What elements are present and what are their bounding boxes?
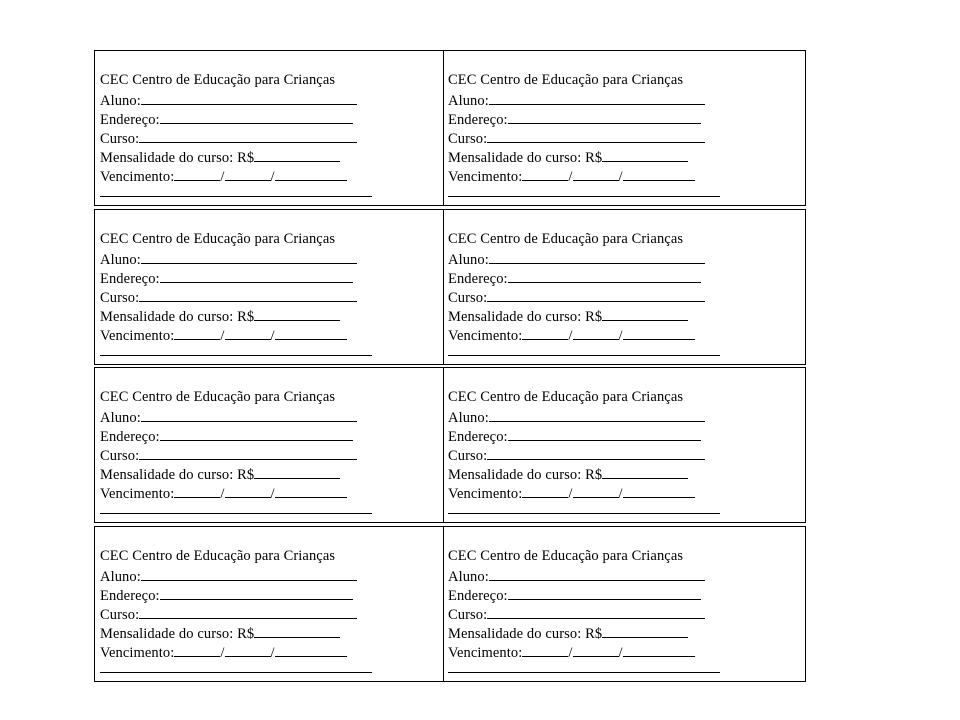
address-blank[interactable] (508, 426, 701, 441)
receipt-card (444, 527, 806, 681)
date-separator: / (568, 328, 573, 344)
due-date-field (448, 325, 806, 344)
course-label: Curso: (100, 290, 140, 306)
receipt-card (95, 527, 443, 681)
signature-line[interactable] (100, 195, 372, 197)
date-separator: / (568, 169, 573, 185)
due-day-blank[interactable] (174, 166, 220, 181)
course-field (100, 128, 443, 147)
school-name: CEC Centro de Educação para Crianças (100, 548, 336, 564)
course-blank[interactable] (487, 287, 705, 302)
course-label: Curso: (100, 131, 140, 147)
student-blank[interactable] (489, 249, 705, 264)
address-blank[interactable] (160, 109, 353, 124)
address-label: Endereço: (448, 588, 508, 604)
course-label: Curso: (448, 290, 488, 306)
due-month-blank[interactable] (573, 166, 619, 181)
student-blank[interactable] (141, 407, 357, 422)
fee-label: Mensalidade do curso: R$ (448, 309, 603, 325)
school-name: CEC Centro de Educação para Crianças (448, 231, 684, 247)
fee-field (100, 464, 443, 483)
date-separator: / (568, 645, 573, 661)
due-day-blank[interactable] (522, 325, 568, 340)
due-date-label: Vencimento: (448, 486, 523, 502)
due-date-field (100, 325, 443, 344)
fee-label: Mensalidade do curso: R$ (448, 150, 603, 166)
due-year-blank[interactable] (623, 166, 695, 181)
due-date-field (100, 166, 443, 185)
receipt-row (94, 50, 806, 206)
address-field (448, 585, 806, 604)
due-date-label: Vencimento: (100, 328, 175, 344)
address-field (100, 268, 443, 287)
fee-label: Mensalidade do curso: R$ (100, 309, 255, 325)
receipt-card (444, 368, 806, 522)
address-label: Endereço: (100, 429, 160, 445)
address-label: Endereço: (448, 112, 508, 128)
due-date-label: Vencimento: (100, 486, 175, 502)
due-month-blank[interactable] (573, 325, 619, 340)
fee-blank[interactable] (254, 623, 340, 638)
student-field (448, 90, 806, 109)
due-year-blank[interactable] (623, 642, 695, 657)
course-blank[interactable] (487, 445, 705, 460)
address-field (448, 109, 806, 128)
signature-line[interactable] (100, 671, 372, 673)
course-label: Curso: (448, 607, 488, 623)
course-field (100, 445, 443, 464)
receipt-card (95, 368, 443, 522)
receipt-row (94, 526, 806, 682)
address-field (448, 268, 806, 287)
course-blank[interactable] (139, 287, 357, 302)
due-date-label: Vencimento: (100, 169, 175, 185)
school-name: CEC Centro de Educação para Crianças (448, 548, 684, 564)
fee-field (100, 147, 443, 166)
due-day-blank[interactable] (522, 166, 568, 181)
due-date-label: Vencimento: (448, 328, 523, 344)
column-divider (443, 51, 444, 205)
date-separator: / (618, 169, 623, 185)
due-date-label: Vencimento: (448, 645, 523, 661)
signature-line[interactable] (448, 354, 720, 356)
signature-line[interactable] (100, 512, 372, 514)
signature-line[interactable] (448, 671, 720, 673)
address-label: Endereço: (100, 271, 160, 287)
address-blank[interactable] (508, 585, 701, 600)
school-name: CEC Centro de Educação para Crianças (100, 72, 336, 88)
student-label: Aluno: (100, 569, 141, 585)
due-month-blank[interactable] (225, 642, 271, 657)
student-label: Aluno: (448, 93, 489, 109)
student-label: Aluno: (100, 410, 141, 426)
course-blank[interactable] (139, 445, 357, 460)
school-name: CEC Centro de Educação para Crianças (448, 72, 684, 88)
due-month-blank[interactable] (573, 483, 619, 498)
student-blank[interactable] (141, 90, 357, 105)
course-blank[interactable] (487, 604, 705, 619)
student-label: Aluno: (448, 569, 489, 585)
due-day-blank[interactable] (174, 642, 220, 657)
fee-label: Mensalidade do curso: R$ (448, 467, 603, 483)
address-label: Endereço: (100, 588, 160, 604)
due-year-blank[interactable] (623, 325, 695, 340)
fee-blank[interactable] (602, 464, 688, 479)
student-field (448, 407, 806, 426)
due-date-field (100, 483, 443, 502)
student-field (100, 249, 443, 268)
fee-field (448, 306, 806, 325)
address-field (100, 585, 443, 604)
receipt-card (95, 51, 443, 205)
due-date-label: Vencimento: (100, 645, 175, 661)
address-label: Endereço: (448, 271, 508, 287)
student-label: Aluno: (100, 93, 141, 109)
fee-blank[interactable] (254, 464, 340, 479)
date-separator: / (270, 486, 275, 502)
signature-line[interactable] (448, 512, 720, 514)
student-field (100, 407, 443, 426)
receipt-row (94, 367, 806, 523)
fee-blank[interactable] (602, 623, 688, 638)
course-label: Curso: (100, 448, 140, 464)
fee-label: Mensalidade do curso: R$ (100, 467, 255, 483)
due-day-blank[interactable] (174, 483, 220, 498)
address-field (100, 109, 443, 128)
address-field (100, 426, 443, 445)
address-blank[interactable] (160, 268, 353, 283)
signature-line[interactable] (100, 354, 372, 356)
due-date-field (448, 642, 806, 661)
fee-blank[interactable] (254, 306, 340, 321)
student-label: Aluno: (100, 252, 141, 268)
course-field (448, 287, 806, 306)
address-label: Endereço: (448, 429, 508, 445)
student-field (100, 90, 443, 109)
school-name: CEC Centro de Educação para Crianças (448, 389, 684, 405)
date-separator: / (618, 486, 623, 502)
due-month-blank[interactable] (225, 325, 271, 340)
course-label: Curso: (448, 448, 488, 464)
address-label: Endereço: (100, 112, 160, 128)
due-day-blank[interactable] (522, 642, 568, 657)
course-blank[interactable] (139, 128, 357, 143)
receipt-card (444, 51, 806, 205)
address-blank[interactable] (160, 585, 353, 600)
column-divider (443, 368, 444, 522)
date-separator: / (220, 645, 225, 661)
fee-field (448, 623, 806, 642)
date-separator: / (220, 486, 225, 502)
signature-line[interactable] (448, 195, 720, 197)
date-separator: / (270, 645, 275, 661)
course-label: Curso: (448, 131, 488, 147)
school-name: CEC Centro de Educação para Crianças (100, 231, 336, 247)
due-year-blank[interactable] (275, 325, 347, 340)
due-day-blank[interactable] (174, 325, 220, 340)
course-field (100, 287, 443, 306)
address-field (448, 426, 806, 445)
receipt-card (444, 210, 806, 364)
date-separator: / (270, 169, 275, 185)
due-day-blank[interactable] (522, 483, 568, 498)
student-blank[interactable] (489, 407, 705, 422)
date-separator: / (568, 486, 573, 502)
due-date-field (448, 483, 806, 502)
student-field (100, 566, 443, 585)
date-separator: / (618, 645, 623, 661)
fee-blank[interactable] (602, 147, 688, 162)
course-field (448, 128, 806, 147)
due-date-field (448, 166, 806, 185)
student-field (448, 249, 806, 268)
school-name: CEC Centro de Educação para Crianças (100, 389, 336, 405)
address-blank[interactable] (508, 268, 701, 283)
fee-label: Mensalidade do curso: R$ (100, 150, 255, 166)
fee-label: Mensalidade do curso: R$ (100, 626, 255, 642)
column-divider (443, 527, 444, 681)
fee-blank[interactable] (254, 147, 340, 162)
due-date-label: Vencimento: (448, 169, 523, 185)
due-date-field (100, 642, 443, 661)
course-field (448, 445, 806, 464)
column-divider (443, 210, 444, 364)
due-month-blank[interactable] (225, 166, 271, 181)
date-separator: / (618, 328, 623, 344)
due-month-blank[interactable] (573, 642, 619, 657)
student-label: Aluno: (448, 252, 489, 268)
fee-label: Mensalidade do curso: R$ (448, 626, 603, 642)
date-separator: / (270, 328, 275, 344)
course-field (448, 604, 806, 623)
course-blank[interactable] (139, 604, 357, 619)
student-blank[interactable] (489, 90, 705, 105)
fee-field (100, 306, 443, 325)
address-blank[interactable] (508, 109, 701, 124)
due-year-blank[interactable] (275, 483, 347, 498)
due-year-blank[interactable] (275, 166, 347, 181)
course-label: Curso: (100, 607, 140, 623)
due-year-blank[interactable] (623, 483, 695, 498)
due-month-blank[interactable] (225, 483, 271, 498)
due-year-blank[interactable] (275, 642, 347, 657)
fee-field (448, 464, 806, 483)
receipt-row (94, 209, 806, 365)
fee-blank[interactable] (602, 306, 688, 321)
course-blank[interactable] (487, 128, 705, 143)
date-separator: / (220, 328, 225, 344)
date-separator: / (220, 169, 225, 185)
student-label: Aluno: (448, 410, 489, 426)
student-blank[interactable] (141, 566, 357, 581)
fee-field (100, 623, 443, 642)
course-field (100, 604, 443, 623)
student-blank[interactable] (489, 566, 705, 581)
receipt-card (95, 210, 443, 364)
fee-field (448, 147, 806, 166)
student-blank[interactable] (141, 249, 357, 264)
address-blank[interactable] (160, 426, 353, 441)
student-field (448, 566, 806, 585)
